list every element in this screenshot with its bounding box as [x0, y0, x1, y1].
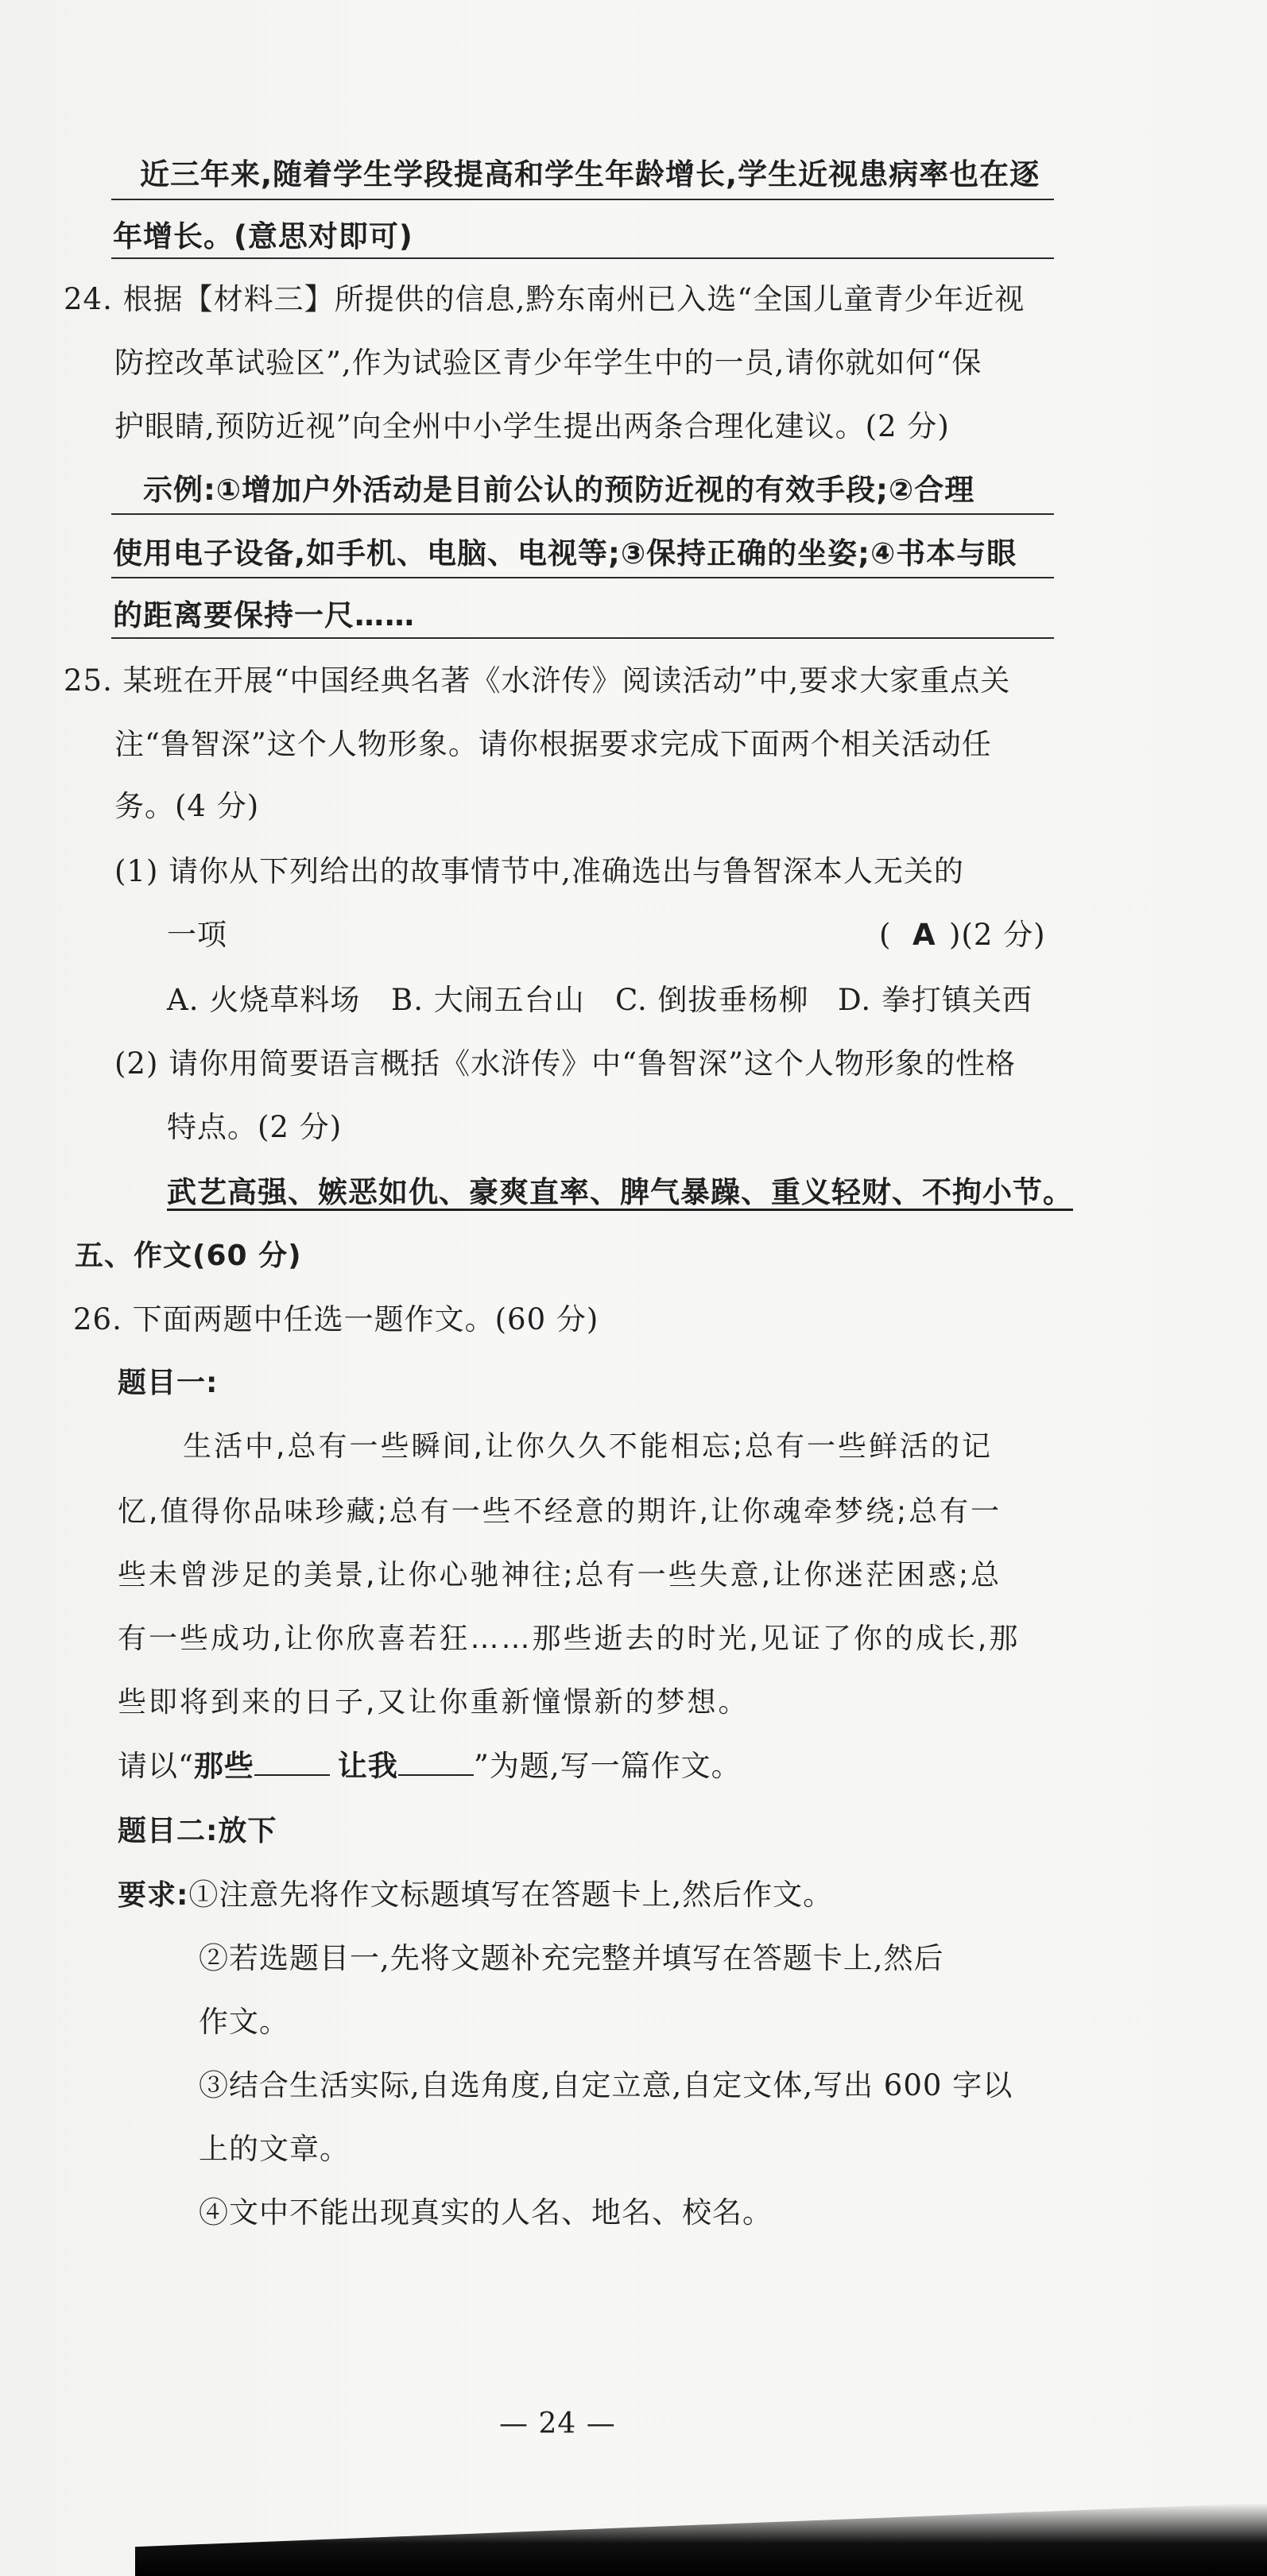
passage-line: 些未曾涉足的美景,让你心驰神往;总有一些失意,让你迷茫困惑;总: [118, 1559, 1002, 1592]
q25-line3: 务。(4 分): [114, 789, 260, 823]
title-word2: 让我: [337, 1749, 398, 1783]
q24-answer-line3: 的距离要保持一尺……: [113, 598, 415, 632]
q25-option-d: D. 拳打镇关西: [838, 983, 1033, 1017]
q25-sub1-answer: A: [912, 918, 936, 952]
passage-line: 些即将到来的日子,又让你重新憧憬新的梦想。: [118, 1686, 750, 1719]
scan-edge-shadow: [135, 2503, 1267, 2576]
passage-line: 生活中,总有一些瞬间,让你久久不能相忘;总有一些鲜活的记: [183, 1430, 994, 1463]
q24-answer-line1: 示例:①增加户外活动是目前公认的预防近视的有效手段;②合理: [143, 473, 975, 507]
q24-answer-line2: 使用电子设备,如手机、电脑、电视等;③保持正确的坐姿;④书本与眼: [113, 536, 1017, 571]
answer-underline: [111, 513, 1054, 515]
q25-sub2-line1: (2) 请你用简要语言概括《水浒传》中“鲁智深”这个人物形象的性格: [114, 1046, 1017, 1081]
title-prompt-prefix: 请以“: [118, 1749, 194, 1783]
q24-line3: 护眼睛,预防近视”向全州中小学生提出两条合理化建议。(2 分): [114, 409, 950, 443]
section-title: 五、作文(60 分): [75, 1240, 302, 1272]
requirement-1: [118, 1875, 833, 1916]
requirement-2-line1: ②若选题目一,先将文题补充完整并填写在答题卡上,然后: [199, 1941, 944, 1975]
requirement-2-line2: 作文。: [199, 2005, 289, 2039]
answer-underline: [111, 199, 1054, 200]
q25-option-a: A. 火烧草料场: [167, 983, 361, 1017]
requirement-3-line2: 上的文章。: [199, 2132, 350, 2166]
title-prompt-suffix: ”为题,写一篇作文。: [473, 1749, 742, 1783]
title-blank: [398, 1750, 474, 1776]
q23-answer-line2: 年增长。(意思对即可): [113, 219, 413, 253]
page-number: — 24 —: [499, 2408, 616, 2440]
q25-option-c: C. 倒拔垂杨柳: [615, 983, 809, 1017]
q25-line2: 注“鲁智深”这个人物形象。请你根据要求完成下面两个相关活动任: [114, 727, 992, 761]
q25-option-b: B. 大闹五台山: [391, 983, 585, 1017]
title-prompt: [118, 1746, 742, 1786]
topic2-label: 题目二:放下: [118, 1815, 277, 1847]
q25-sub2-answer: 武艺高强、嫉恶如仇、豪爽直率、脾气暴躁、重义轻财、不拘小节。: [167, 1175, 1073, 1209]
answer-underline: [111, 577, 1054, 578]
requirement-1-text: ①注意先将作文标题填写在答题卡上,然后作文。: [188, 1878, 834, 1912]
q23-answer-line1: 近三年来,随着学生学段提高和学生年龄增长,学生近视患病率也在逐: [140, 157, 1040, 191]
answer-underline: [111, 637, 1054, 639]
title-word1: 那些: [193, 1749, 254, 1783]
requirement-3-line1: ③结合生活实际,自选角度,自定立意,自定文体,写出 600 字以: [199, 2068, 1013, 2102]
topic1-label: 题目一:: [118, 1367, 219, 1399]
q25-sub1-line2: 一项: [167, 918, 227, 952]
q24-line1: 24. 根据【材料三】所提供的信息,黔东南州已入选“全国儿童青少年近视: [64, 282, 1025, 316]
q26-line1: 26. 下面两题中任选一题作文。(60 分): [73, 1302, 599, 1336]
passage-line: 有一些成功,让你欣喜若狂……那些逝去的时光,见证了你的成长,那: [118, 1623, 1021, 1655]
q25-sub1-paren-open: (: [879, 918, 892, 952]
answer-underline: [111, 257, 1054, 259]
q25-sub2-line2: 特点。(2 分): [167, 1110, 343, 1144]
q25-line1: 25. 某班在开展“中国经典名著《水浒传》阅读活动”中,要求大家重点关: [64, 663, 1011, 698]
requirements-label: 要求:: [118, 1879, 189, 1912]
q24-line2: 防控改革试验区”,作为试验区青少年学生中的一员,请你就如何“保: [114, 346, 982, 380]
title-blank: [254, 1750, 330, 1776]
q25-sub1-paren-close: )(2 分): [949, 918, 1046, 952]
q25-sub1-line1: (1) 请你从下列给出的故事情节中,准确选出与鲁智深本人无关的: [114, 854, 964, 888]
requirement-4: ④文中不能出现真实的人名、地名、校名。: [199, 2195, 773, 2230]
passage-line: 忆,值得你品味珍藏;总有一些不经意的期许,让你魂牵梦绕;总有一: [118, 1495, 1002, 1528]
